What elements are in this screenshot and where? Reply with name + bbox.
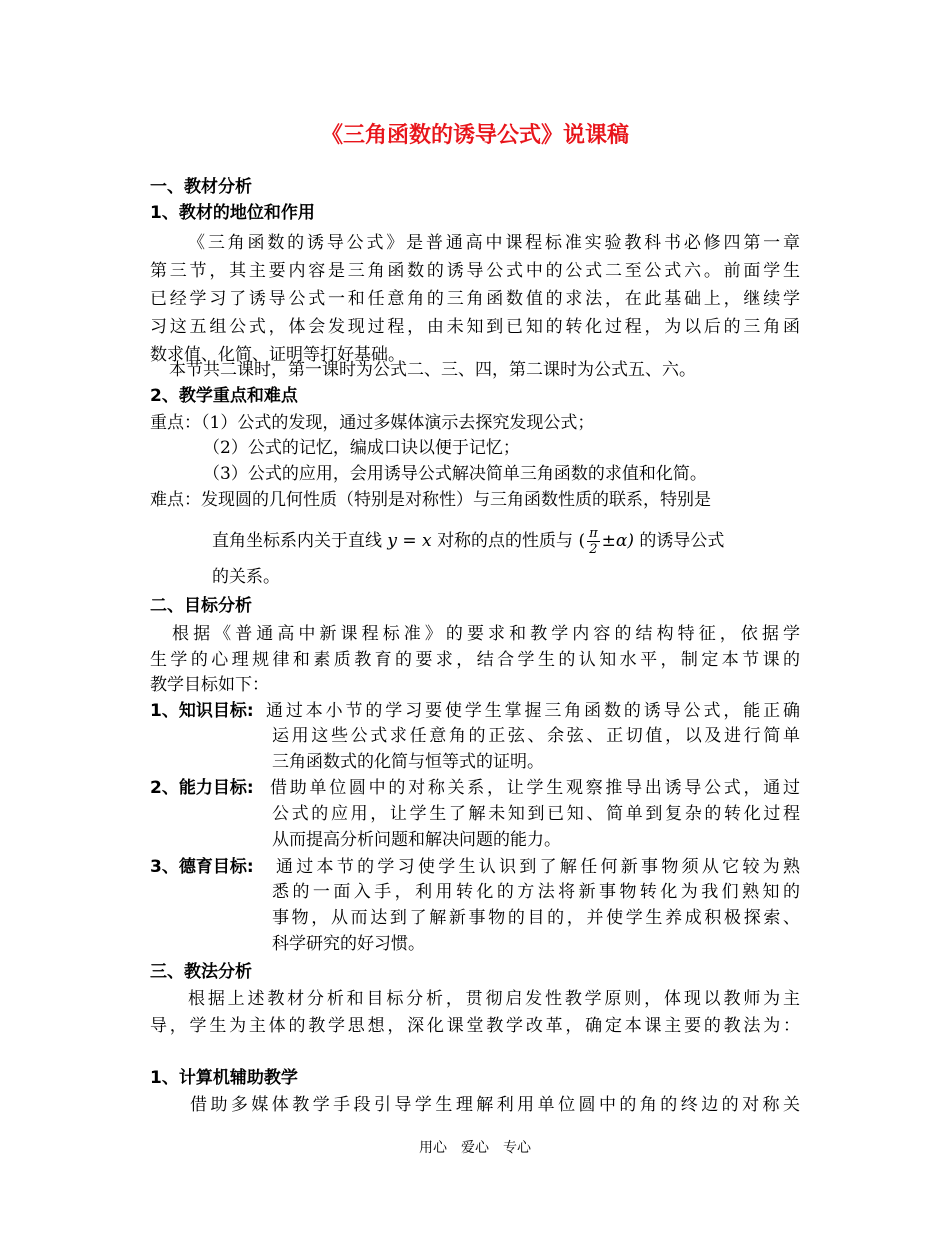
fraction-denominator: 2 — [589, 542, 598, 557]
goal-text: 运用这些公式求任意角的正弦、余弦、正切值，以及进行简单 — [272, 726, 800, 746]
key-point-2: （2）公式的记忆，编成口诀以便于记忆； — [203, 438, 520, 458]
goal-text: 科学研究的好习惯。 — [272, 934, 425, 954]
difficulty-text: 直角坐标系内关于直线 — [212, 531, 382, 551]
goal-label-ability: 2、能力目标: — [150, 778, 254, 798]
subheading-computer-aided: 1、计算机辅助教学 — [150, 1068, 298, 1088]
subheading-key-difficult: 2、教学重点和难点 — [150, 386, 298, 406]
difficulty-line-3: 的关系。 — [212, 567, 280, 587]
difficulty-line-1: 难点：发现圆的几何性质（特别是对称性）与三角函数性质的联系，特别是 — [150, 490, 711, 510]
goal-text: 从而提高分析问题和解决问题的能力。 — [272, 830, 561, 850]
goal-text: 悉的一面入手，利用转化的方法将新事物转化为我们熟知的 — [272, 882, 800, 902]
subheading-position-role: 1、教材的地位和作用 — [150, 203, 315, 223]
paragraph-line: 第三节，其主要内容是三角函数的诱导公式中的公式二至公式六。前面学生 — [150, 261, 800, 281]
frac-tail: ±α) — [601, 531, 635, 551]
key-point-1: 重点：（1）公式的发现，通过多媒体演示去探究发现公式； — [150, 413, 595, 433]
paragraph-line: 借助多媒体教学手段引导学生理解利用单位圆中的角的终边的对称关 — [190, 1095, 800, 1115]
paragraph-line: 《三角函数的诱导公式》是普通高中课程标准实验教科书必修四第一章 — [188, 233, 800, 253]
goal-text: 借助单位圆中的对称关系，让学生观察推导出诱导公式，通过 — [270, 778, 800, 798]
fraction-pi-over-2 — [587, 526, 600, 557]
equation-y-equals-x: y = x — [387, 531, 432, 551]
fraction-numerator: π — [589, 526, 598, 541]
goal-label-moral: 3、德育目标: — [150, 857, 254, 877]
paragraph-line: 生学的心理规律和素质教育的要求，结合学生的认知水平，制定本节课的 — [150, 650, 800, 670]
key-point-3: （3）公式的应用，会用诱导公式解决简单三角函数的求值和化简。 — [203, 464, 707, 484]
difficulty-line-2 — [212, 526, 724, 557]
goal-text: 三角函数式的化简与恒等式的证明。 — [272, 752, 544, 772]
document-title: 《三角函数的诱导公式》说课稿 — [320, 123, 629, 148]
goal-text: 通过本小节的学习要使学生掌握三角函数的诱导公式，能正确 — [266, 701, 800, 721]
paragraph-line: 导，学生为主体的教学思想，深化课堂教学改革，确定本课主要的教法为： — [150, 1016, 800, 1036]
paragraph-line: 数求值、化简、证明等打好基础。 — [150, 345, 405, 365]
paragraph-line: 已经学习了诱导公式一和任意角的三角函数值的求法，在此基础上，继续学 — [150, 289, 800, 309]
section-heading-material: 一、教材分析 — [150, 177, 252, 197]
goal-text: 通过本节的学习使学生认识到了解任何新事物须从它较为熟 — [276, 857, 800, 877]
paragraph-line: 根据上述教材分析和目标分析，贯彻启发性教学原则，体现以教师为主 — [188, 989, 800, 1009]
paragraph-line: 教学目标如下： — [150, 675, 269, 695]
page-footer: 用心 爱心 专心 — [419, 1140, 531, 1156]
difficulty-text: 的诱导公式 — [639, 531, 725, 551]
goal-text: 公式的应用，让学生了解未知到已知、简单到复杂的转化过程 — [272, 804, 800, 824]
section-heading-goals: 二、目标分析 — [150, 596, 252, 616]
goal-text: 事物，从而达到了解新事物的目的，并使学生养成积极探索、 — [272, 908, 800, 928]
paragraph-line: 根据《普通高中新课程标准》的要求和教学内容的结构特征，依据学 — [172, 624, 800, 644]
difficulty-text: 对称的点的性质与 — [437, 531, 574, 551]
section-heading-methods: 三、教法分析 — [150, 962, 252, 982]
frac-open-paren: ( — [578, 531, 586, 551]
goal-label-knowledge: 1、知识目标: — [150, 701, 254, 721]
paragraph-line: 本节共二课时，第一课时为公式二、三、四，第二课时为公式五、六。 — [169, 360, 696, 380]
paragraph-line: 习这五组公式，体会发现过程，由未知到已知的转化过程，为以后的三角函 — [150, 317, 800, 337]
